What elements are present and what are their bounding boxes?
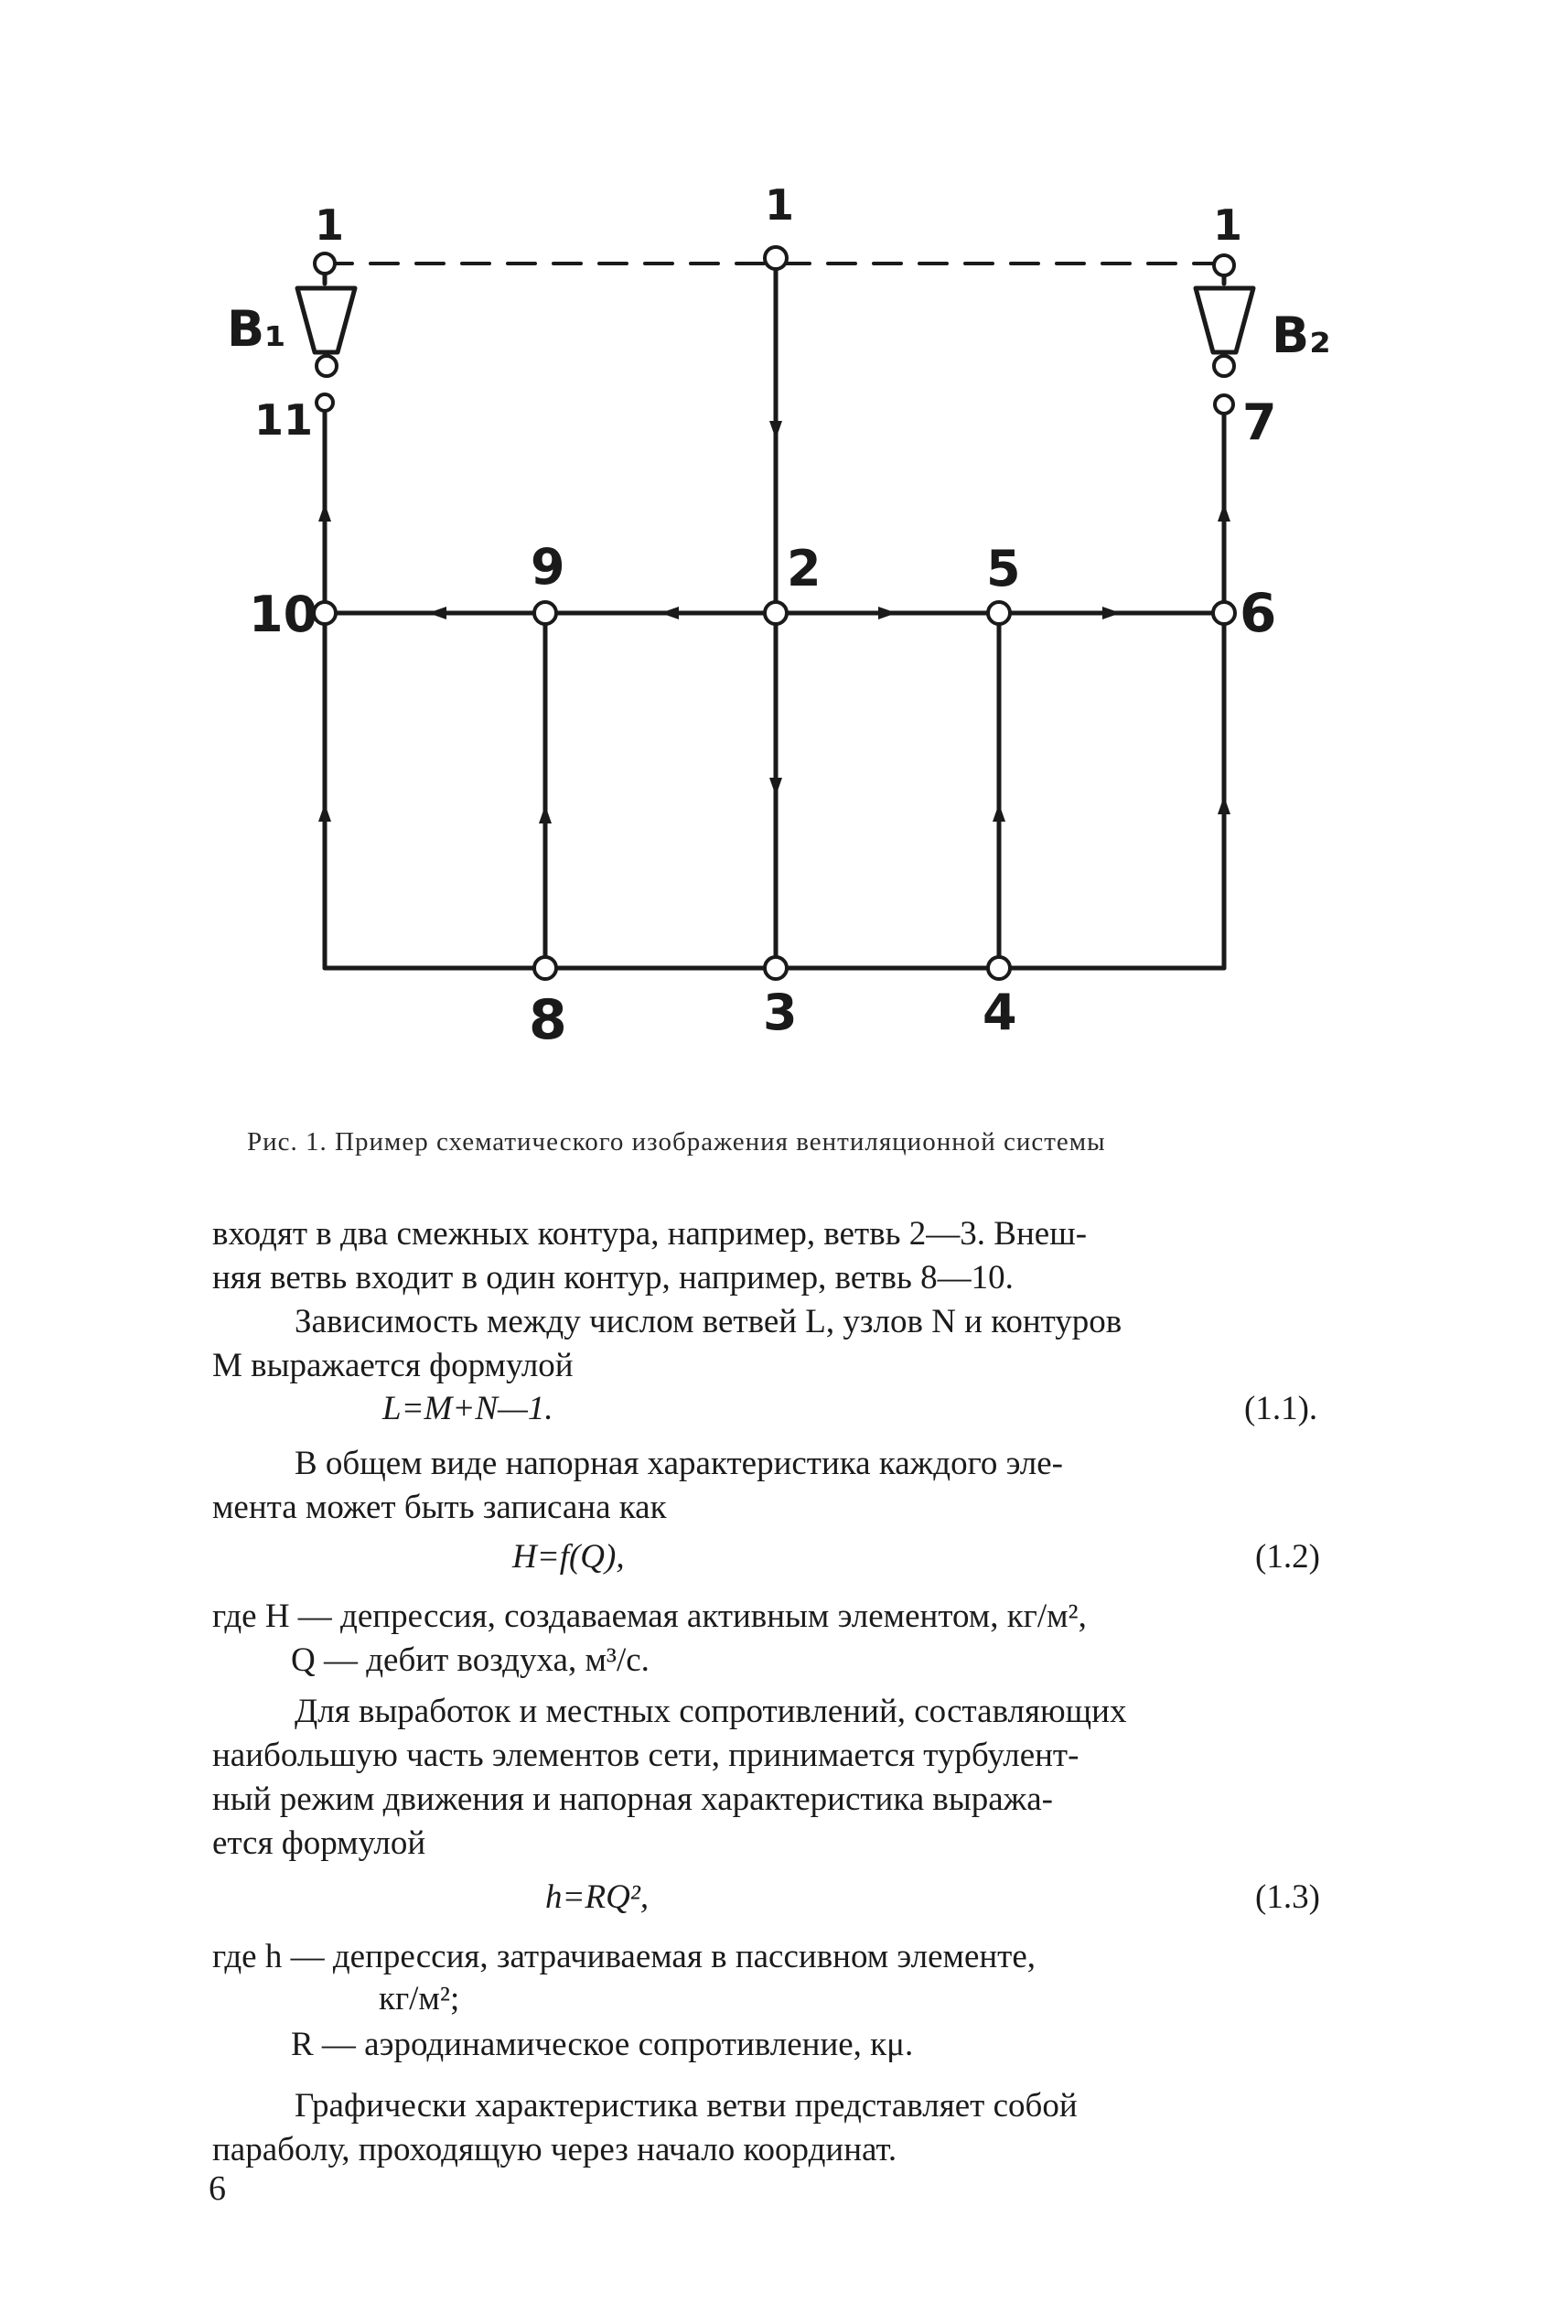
node-label-10: 10 [249,586,318,643]
node-label-11: 11 [254,395,314,445]
node-label-8: 8 [529,988,567,1052]
arrow-4-5 [993,803,1005,822]
node-label-1-right: 1 [1213,200,1243,250]
text-line: Графически характеристика ветви представляет собой [295,2087,1078,2125]
arrow-10-11 [318,503,331,522]
arrow-1-2 [769,421,782,439]
node-label-1-left: 1 [315,200,345,250]
page-number: 6 [209,2169,226,2208]
fan-label-b2: B₂ [1272,307,1331,364]
text-line: Зависимость между числом ветвей L, узлов N и контуров [295,1303,1122,1340]
node-8 [534,957,556,979]
formula-1-1: L=M+N—1. [382,1390,553,1427]
equation-number-1-2: (1.2) [1255,1538,1320,1576]
arrow-2-5 [878,607,897,619]
node-6 [1213,602,1235,624]
node-label-3: 3 [763,984,798,1041]
arrow-9-10 [428,607,446,619]
node-label-1-mid: 1 [765,180,795,230]
figure-caption: Рис. 1. Пример схематического изображения вентиляционной системы [247,1127,1106,1157]
text-line: Для выработок и местных сопротивлений, составляющих [295,1693,1127,1730]
text-line: параболу, проходящую через начало координат. [212,2131,897,2168]
node-label-7: 7 [1242,393,1277,451]
node-4 [988,957,1010,979]
text-line: входят в два смежных контура, например, ветвь 2—3. Внеш- [212,1215,1088,1253]
arrow-2-9 [660,607,679,619]
node-label-5: 5 [986,540,1021,597]
fan-2-outlet [1214,356,1234,376]
node-7 [1215,395,1233,414]
formula-1-3: h=RQ², [545,1878,650,1916]
text-line: няя ветвь входит в один контур, например, ветвь 8—10. [212,1259,1014,1296]
paragraph-2 [212,1300,1380,1388]
node-9 [534,602,556,624]
text-line: мента может быть записана как [212,1489,667,1526]
arrow-6-7 [1218,503,1230,522]
arrow-8-9 [539,805,552,823]
text-line: ный режим движения и напорная характеристика выража- [212,1781,1053,1818]
text-line: В общем виде напорная характеристика каждого эле- [295,1445,1063,1482]
definition-Q: Q — дебит воздуха, м³/с. [291,1641,650,1679]
arrow-5-6 [1102,607,1121,619]
definition-H: где H — депрессия, создаваемая активным элементом, кг/м², [212,1598,1087,1635]
node-11 [317,394,333,411]
arrow-3-6 [1218,796,1230,814]
text-line: наибольшую часть элементов сети, принимается турбулент- [212,1737,1079,1774]
node-5 [988,602,1010,624]
paragraph-5 [212,2084,1380,2172]
node-label-6: 6 [1240,582,1277,644]
paragraph-3 [212,1442,1380,1530]
node-1-right [1214,255,1234,275]
definition-h: где h — депрессия, затрачиваемая в пассивном элементе, [212,1938,1036,1975]
text-line: ется формулой [212,1824,426,1862]
paragraph-1 [212,1212,1380,1300]
definition-h-units: кг/м²; [379,1980,460,2017]
node-label-9: 9 [531,538,565,596]
equation-number-1-3: (1.3) [1255,1878,1320,1916]
equation-number-1-1: (1.1). [1244,1390,1318,1427]
node-1-left [315,253,335,274]
node-2 [765,602,787,624]
arrow-2-3 [769,778,782,796]
node-label-2: 2 [787,540,822,597]
fan-label-b1: B₁ [227,300,286,358]
paragraph-4 [212,1690,1380,1866]
node-1-mid [765,247,787,269]
ventilation-network-diagram [0,0,1568,1098]
definition-R: R — аэродинамическое сопротивление, кμ. [291,2026,914,2063]
arrow-8-10 [318,803,331,822]
formula-1-2: H=f(Q), [512,1538,625,1576]
fan-1-outlet [317,356,337,376]
node-label-4: 4 [983,984,1017,1041]
text-line: M выражается формулой [212,1347,574,1384]
node-3 [765,957,787,979]
